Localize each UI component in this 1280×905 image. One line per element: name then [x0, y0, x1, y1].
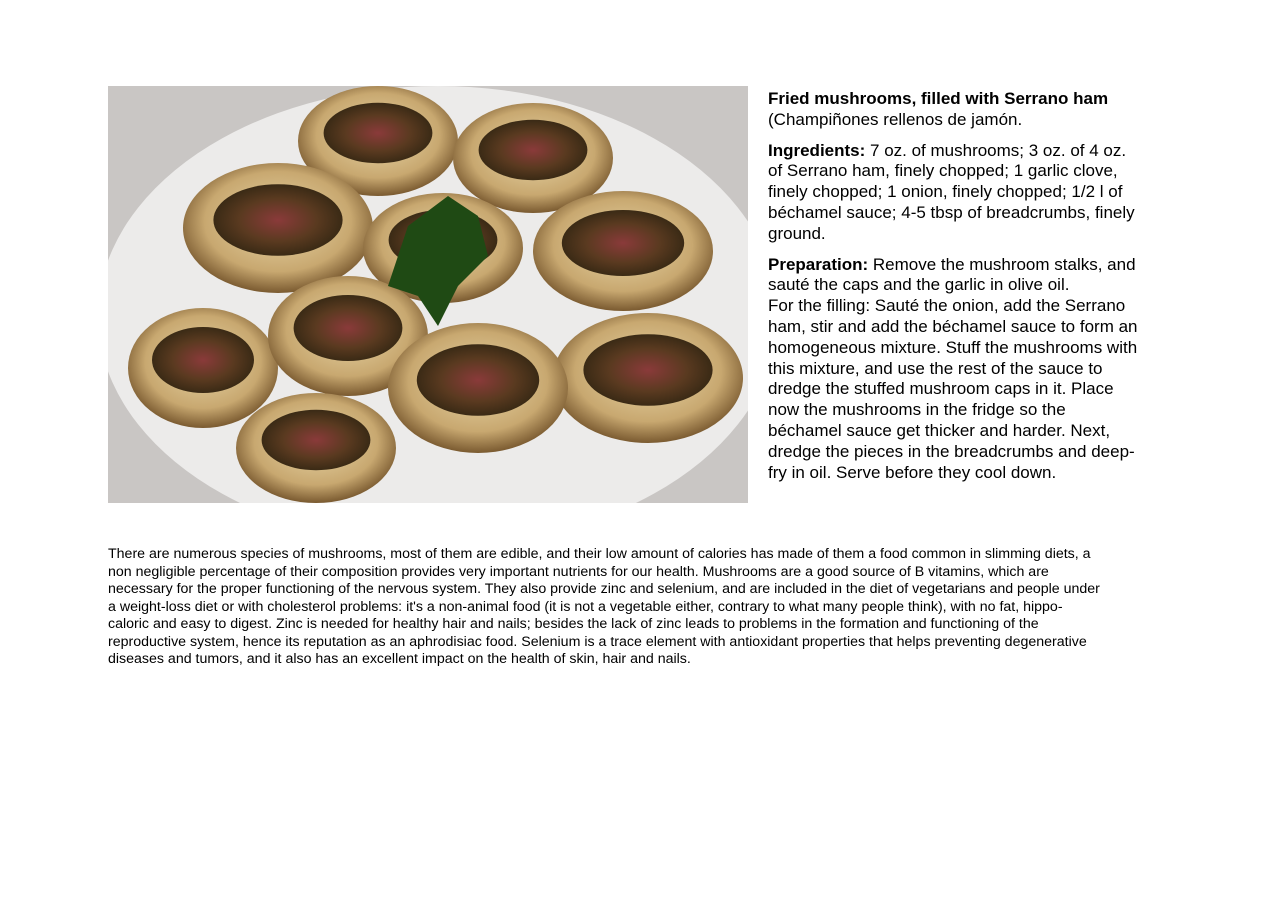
about-line: a weight-loss diet or with cholesterol problems: it's a non-animal food (it is not a vegetable either, contrary to what many people think), with no fat, hippo-: [108, 598, 1063, 615]
ingredients-label: Ingredients:: [768, 140, 866, 160]
mushroom-filling: [417, 344, 539, 416]
about-line: reproductive system, hence its reputation as an aphrodisiac food. Selenium is a trace element with antioxidant properties that helps preventing degenerative: [108, 633, 1087, 650]
preparation-text: Remove the mushroom stalks, and: [868, 254, 1136, 274]
mushroom-filling: [152, 327, 254, 393]
preparation-line: [768, 296, 1188, 317]
preparation-text: béchamel sauce get thicker and harder. Next,: [768, 420, 1111, 440]
ingredients-text: béchamel sauce; 4-5 tbsp of breadcrumbs, finely: [768, 202, 1135, 222]
mushroom-filling: [583, 334, 712, 406]
ingredients-line: [768, 203, 1188, 224]
about-line: diseases and tumors, and it also has an excellent impact on the health of skin, hair and nails.: [108, 651, 691, 667]
about-line: non negligible percentage of their composition provides very important nutrients for our health. Mushrooms are a good source of B vitamins, which are: [108, 563, 1049, 580]
preparation-line: [768, 400, 1188, 421]
ingredients-text: of Serrano ham, finely chopped; 1 garlic clove,: [768, 161, 1118, 181]
ingredients-section: [768, 141, 1188, 245]
preparation-label: Preparation:: [768, 254, 869, 274]
recipe-title: Fried mushrooms, filled with Serrano ham: [768, 89, 1109, 108]
preparation-line: [768, 421, 1188, 442]
preparation-line: [768, 359, 1188, 380]
preparation-line: [768, 275, 1188, 296]
ingredients-text: ground.: [768, 223, 826, 243]
preparation-text: this mixture, and use the rest of the sauce to: [768, 358, 1103, 378]
preparation-line: [768, 463, 1188, 484]
ingredients-line: [768, 141, 1188, 162]
ingredients-line: [768, 224, 1188, 245]
preparation-line: [768, 338, 1188, 359]
about-line: necessary for the proper functioning of the nervous system. They also provide zinc and selenium, and are included in the diet of vegetarians and people under: [108, 581, 1100, 597]
preparation-text: ham, stir and add the béchamel sauce to form an: [768, 316, 1138, 336]
mushroom-filling: [324, 103, 433, 164]
preparation-line: [768, 255, 1188, 276]
stuffed-mushrooms-photo: [108, 86, 748, 503]
preparation-line: [768, 317, 1188, 338]
preparation-line: [768, 442, 1188, 463]
preparation-text: fry in oil. Serve before they cool down.: [768, 462, 1057, 482]
preparation-text: homogeneous mixture. Stuff the mushrooms with: [768, 337, 1138, 357]
ingredients-text: finely chopped; 1 onion, finely chopped; 1/2 l of: [768, 182, 1123, 202]
preparation-section: [768, 255, 1188, 484]
mushroom-filling: [294, 295, 403, 361]
mushroom-filling: [262, 410, 371, 471]
preparation-text: dredge the stuffed mushroom caps in it. Place: [768, 379, 1114, 399]
preparation-text: sauté the caps and the garlic in olive oil.: [768, 275, 1070, 295]
preparation-text: dredge the pieces in the breadcrumbs and deep-: [768, 441, 1135, 461]
ingredients-line: [768, 161, 1188, 182]
about-mushrooms-paragraph: [108, 546, 1178, 669]
preparation-line: [768, 379, 1188, 400]
preparation-text: For the filling: Sauté the onion, add the Serrano: [768, 296, 1126, 316]
recipe-subtitle: (Champiñones rellenos de jamón.: [768, 109, 1023, 129]
mushroom-filling: [562, 210, 684, 276]
ingredients-text: 7 oz. of mushrooms; 3 oz. of 4 oz.: [865, 140, 1127, 160]
ingredients-line: [768, 182, 1188, 203]
about-line: There are numerous species of mushrooms, most of them are edible, and their low amount of calories has made of them a food common in slimming diets, a: [108, 546, 1091, 562]
preparation-text: now the mushrooms in the fridge so the: [768, 400, 1066, 420]
about-line: caloric and easy to digest. Zinc is needed for healthy hair and nails; besides the lack of zinc leads to problems in the formation and functioning of the: [108, 616, 1039, 632]
recipe-text: [768, 89, 1188, 493]
mushroom-filling: [479, 120, 588, 181]
mushroom-filling: [213, 184, 342, 256]
